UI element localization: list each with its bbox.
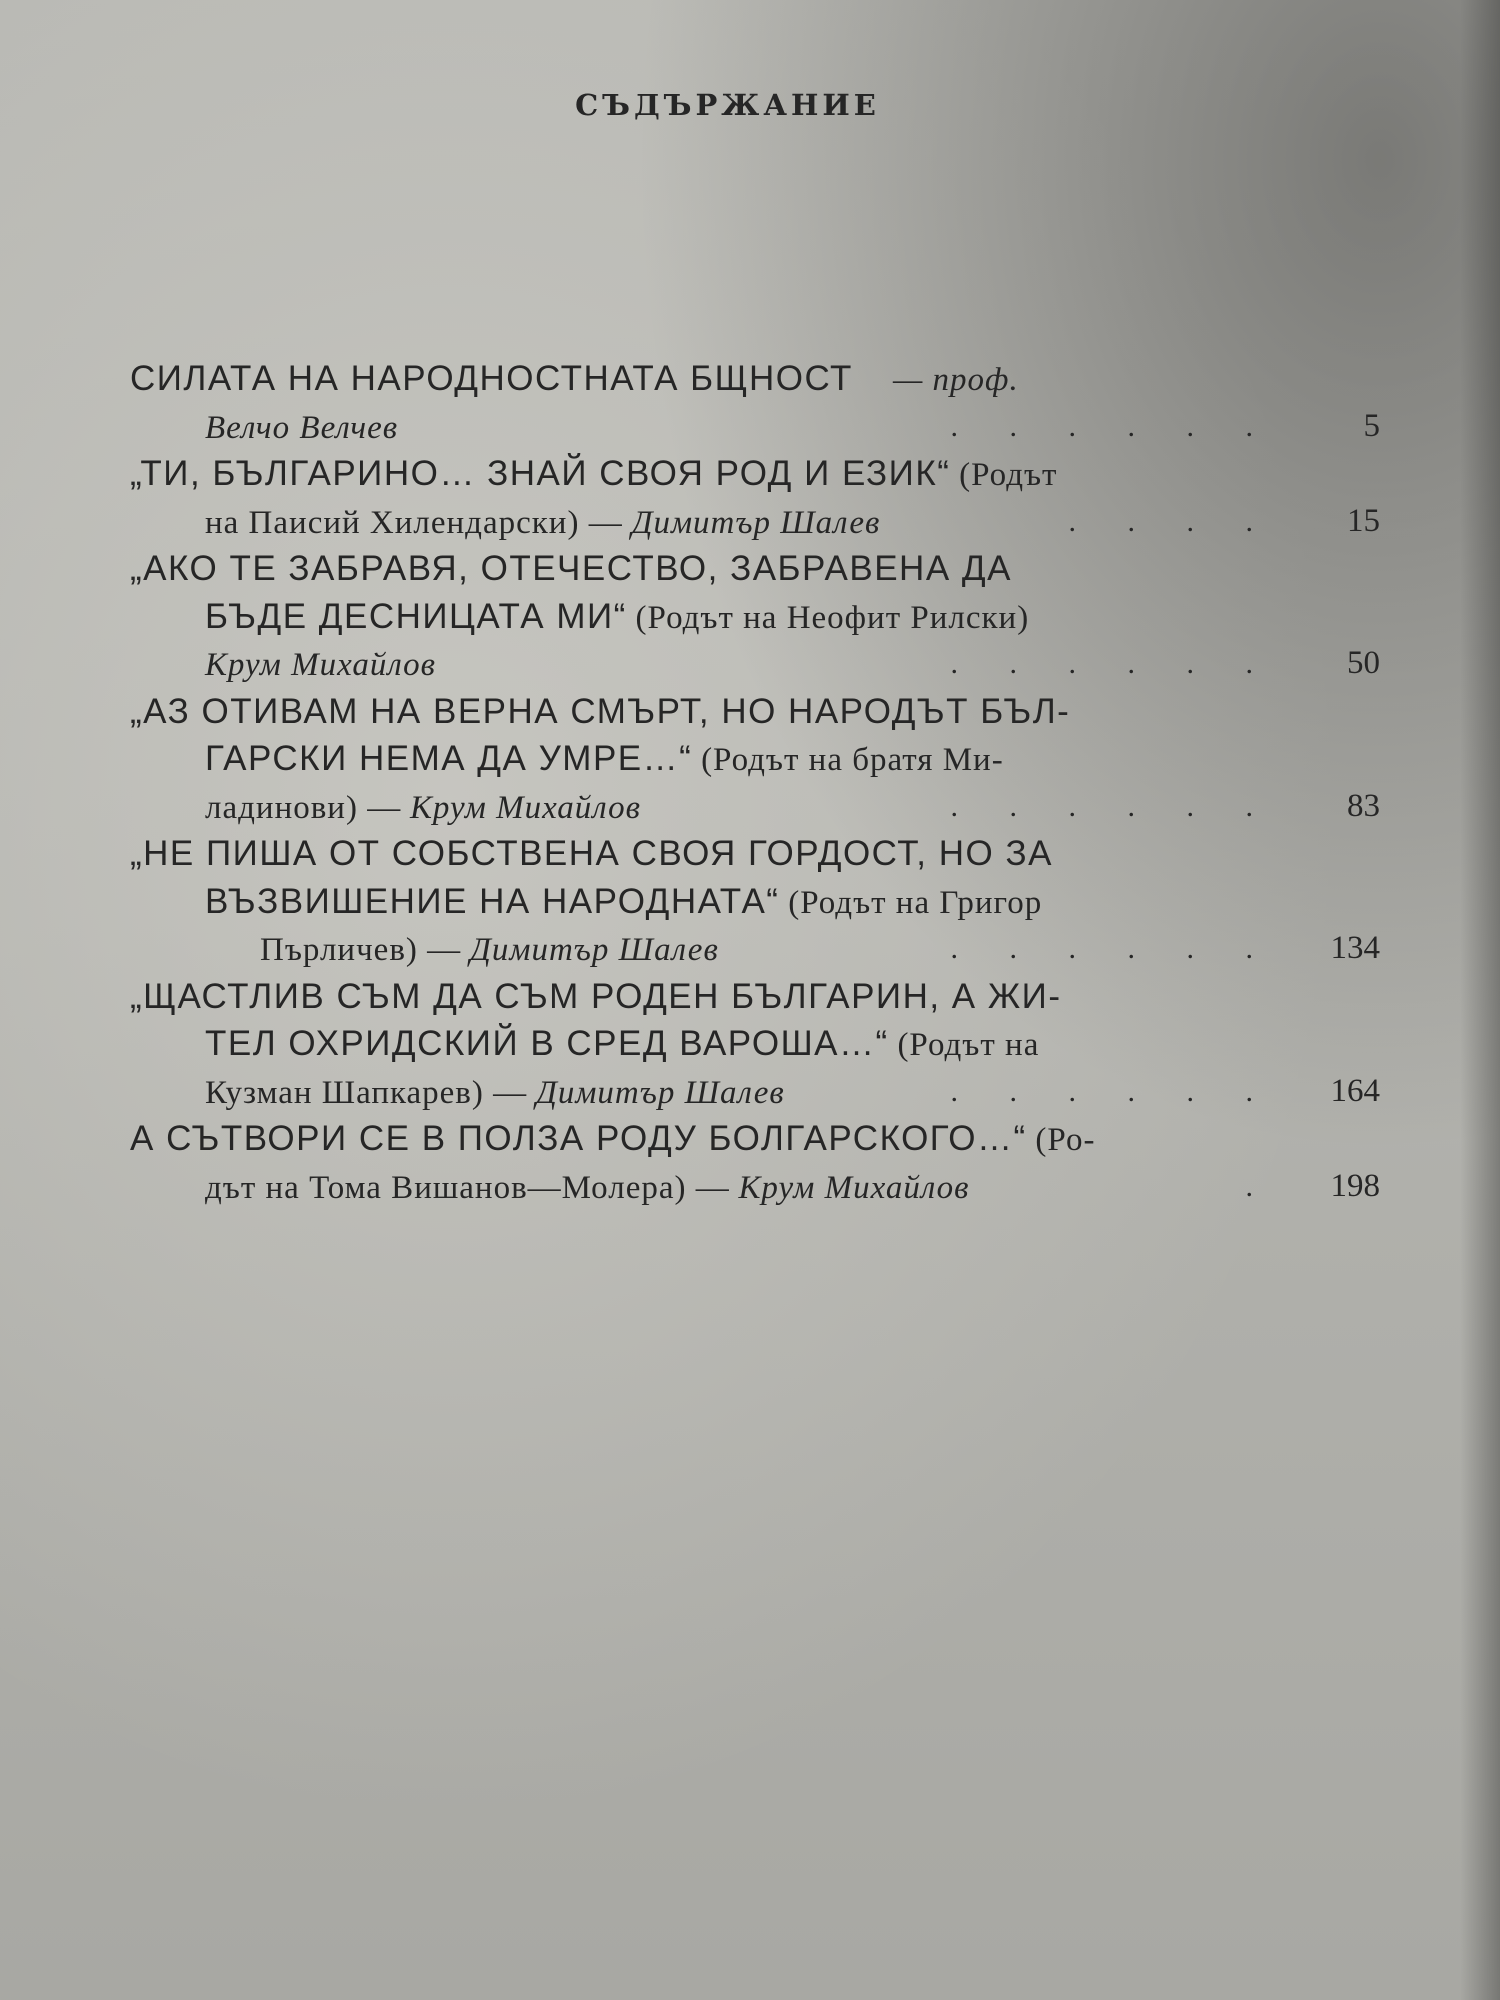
toc-entry-author: Велчо Велчев bbox=[205, 409, 399, 446]
toc-leader-dots: . bbox=[1245, 1169, 1275, 1203]
toc-page-number: 15 bbox=[1347, 502, 1380, 539]
toc-entry-author: Димитър Шалев bbox=[535, 1074, 785, 1111]
page-shadow bbox=[1460, 0, 1500, 2000]
toc-entry-title: ВЪЗВИШЕНИЕ НА НАРОДНАТА“ bbox=[205, 881, 780, 921]
toc-entry-7-line-1 bbox=[130, 1115, 1380, 1163]
toc-entry-author: Крум Михайлов bbox=[205, 647, 436, 683]
toc-entry-subtitle: (Родът на Неофит Рилски) bbox=[635, 599, 1030, 636]
toc-entry-5-line-1 bbox=[130, 830, 1380, 878]
toc-leader-dots: . . . . . . bbox=[950, 1074, 1275, 1108]
toc-entry-title: „АКО ТЕ ЗАБРАВЯ, ОТЕЧЕСТВО, ЗАБРАВЕНА ДА bbox=[130, 549, 1012, 588]
toc-entry-subtitle: (Родът на bbox=[897, 1027, 1040, 1063]
toc-entry-4-line-3 bbox=[130, 783, 1380, 831]
toc-entry-author: Димитър Шалев bbox=[631, 504, 881, 541]
toc-entry-6-line-3 bbox=[130, 1068, 1380, 1116]
toc-entry-subtitle: на Паисий Хилендарски) — bbox=[205, 504, 623, 541]
toc-leader-dots: . . . . . . bbox=[950, 789, 1275, 823]
toc-page-number: 5 bbox=[1363, 407, 1380, 444]
toc-entry-3-line-1 bbox=[130, 545, 1380, 593]
toc-page-number: 164 bbox=[1330, 1072, 1380, 1109]
toc-entry-2-line-2 bbox=[130, 498, 1380, 546]
toc-entry-author: Крум Михайлов bbox=[409, 789, 641, 826]
toc-entry-title: „НЕ ПИША ОТ СОБСТВЕНА СВОЯ ГОРДОСТ, НО ЗА bbox=[130, 834, 1053, 873]
toc-entry-author: Крум Михайлов bbox=[738, 1169, 970, 1206]
toc-entry-title: А СЪТВОРИ СЕ В ПОЛЗА РОДУ БОЛГАРСКОГО…“ bbox=[130, 1119, 1027, 1158]
toc-entry-4-line-2 bbox=[130, 735, 1380, 783]
toc-entry-subtitle: (Родът bbox=[959, 457, 1058, 493]
toc-entry-6-line-2 bbox=[130, 1020, 1380, 1068]
toc-entry-subtitle: (Ро- bbox=[1035, 1122, 1096, 1158]
toc-entry-title: „АЗ ОТИВАМ НА ВЕРНА СМЪРТ, НО НАРОДЪТ БЪЛ- bbox=[130, 691, 1071, 731]
toc-entry-subtitle: (Родът на братя Ми- bbox=[701, 742, 1004, 778]
toc-entry-1-line-1 bbox=[130, 355, 1380, 403]
toc-entry-1-line-2 bbox=[130, 403, 1380, 451]
toc-page-number: 50 bbox=[1347, 645, 1380, 681]
toc-entry-subtitle: дът на Тома Вишанов—Молера) — bbox=[205, 1169, 730, 1206]
toc-page-number: 134 bbox=[1330, 930, 1380, 966]
toc-entry-4-line-1 bbox=[130, 688, 1380, 736]
toc-entry-title-suffix: — проф. bbox=[892, 362, 1019, 398]
toc-leader-dots: . . . . bbox=[1068, 504, 1275, 538]
toc-entry-subtitle: ладинови) — bbox=[205, 789, 402, 826]
toc-entry-5-line-3 bbox=[130, 925, 1380, 973]
toc-entry-title: СИЛАТА НА НАРОДНОСТНАТА БЩНОСТ bbox=[130, 359, 853, 398]
toc-leader-dots: . . . . . . bbox=[950, 647, 1275, 680]
toc-entry-3-line-2 bbox=[130, 593, 1380, 641]
toc-page-number: 198 bbox=[1330, 1167, 1380, 1204]
toc-entry-title: „ЩАСТЛИВ СЪМ ДА СЪМ РОДЕН БЪЛГАРИН, А ЖИ- bbox=[130, 976, 1062, 1016]
toc-entry-6-line-1 bbox=[130, 973, 1380, 1021]
toc-entry-2-line-1 bbox=[130, 450, 1380, 498]
toc-entry-title: ТЕЛ ОХРИДСКИЙ В СРЕД ВАРОША…“ bbox=[205, 1024, 889, 1063]
toc-entry-title: БЪДЕ ДЕСНИЦАТА МИ“ bbox=[205, 596, 627, 636]
page-title: СЪДЪРЖАНИЕ bbox=[575, 88, 880, 122]
toc-page-number: 83 bbox=[1347, 787, 1380, 824]
toc-entry-5-line-2 bbox=[130, 878, 1380, 926]
toc-entry-subtitle: (Родът на Григор bbox=[788, 884, 1043, 921]
toc-leader-dots: . . . . . . bbox=[950, 409, 1275, 443]
toc-entry-author: Димитър Шалев bbox=[469, 932, 719, 968]
toc-entry-3-line-3 bbox=[130, 640, 1380, 688]
table-of-contents bbox=[130, 355, 1380, 1210]
toc-entry-7-line-2 bbox=[130, 1163, 1380, 1211]
toc-leader-dots: . . . . . . bbox=[950, 932, 1275, 965]
toc-entry-title: ГАРСКИ НЕМА ДА УМРЕ…“ bbox=[205, 739, 693, 778]
toc-entry-subtitle: Кузман Шапкарев) — bbox=[205, 1074, 528, 1111]
toc-entry-title: „ТИ, БЪЛГАРИНО… ЗНАЙ СВОЯ РОД И ЕЗИК“ bbox=[130, 454, 951, 493]
toc-entry-subtitle: Пърличев) — bbox=[260, 932, 462, 968]
